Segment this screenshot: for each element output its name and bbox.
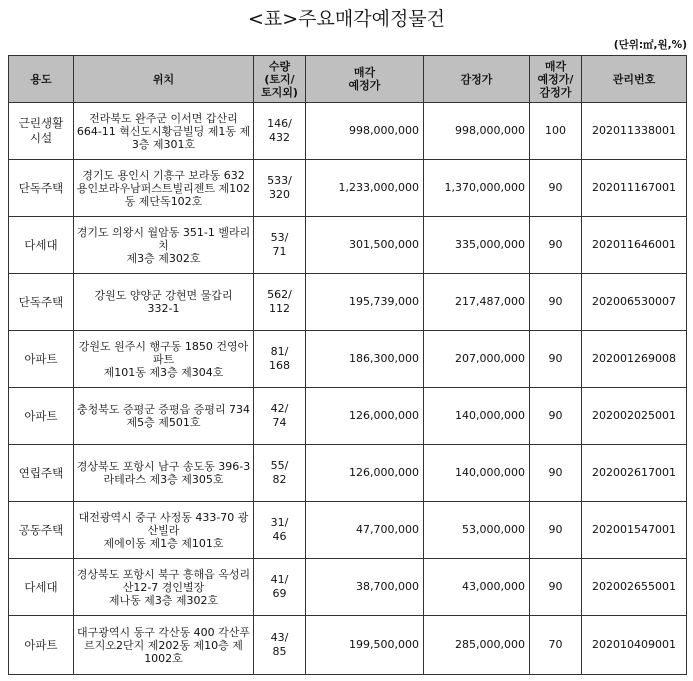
table-row	[9, 445, 687, 502]
unit-note: (단위:㎡,원,%)	[613, 39, 687, 51]
cell-ratio: 90	[530, 160, 582, 217]
table-row	[9, 274, 687, 331]
cell-mgmt-no: 202006530007	[582, 274, 687, 331]
cell-location: 대전광역시 중구 사정동 433-70 광산빌라 제에이동 제1층 제101호	[74, 502, 254, 559]
cell-use: 다세대	[9, 217, 74, 274]
header-appraisal: 감정가	[424, 56, 530, 103]
cell-ratio: 90	[530, 274, 582, 331]
cell-planned-price: 47,700,000	[306, 502, 424, 559]
cell-area: 41/ 69	[254, 559, 306, 616]
header-mgmt-no: 관리번호	[582, 56, 687, 103]
cell-appraisal: 207,000,000	[424, 331, 530, 388]
cell-area: 31/ 46	[254, 502, 306, 559]
cell-mgmt-no: 202001269008	[582, 331, 687, 388]
cell-planned-price: 195,739,000	[306, 274, 424, 331]
cell-area: 43/ 85	[254, 616, 306, 675]
header-planned-price: 매각 예정가	[306, 56, 424, 103]
cell-planned-price: 1,233,000,000	[306, 160, 424, 217]
cell-planned-price: 998,000,000	[306, 103, 424, 160]
cell-location: 강원도 원주시 행구동 1850 건영아파트 제101동 제3층 제304호	[74, 331, 254, 388]
cell-ratio: 100	[530, 103, 582, 160]
cell-area: 55/ 82	[254, 445, 306, 502]
cell-mgmt-no: 202001547001	[582, 502, 687, 559]
header-ratio: 매각 예정가/ 감정가	[530, 56, 582, 103]
cell-ratio: 90	[530, 388, 582, 445]
table-row	[9, 388, 687, 445]
cell-area: 533/ 320	[254, 160, 306, 217]
cell-appraisal: 285,000,000	[424, 616, 530, 675]
cell-ratio: 90	[530, 559, 582, 616]
property-table	[8, 55, 687, 675]
table-row	[9, 331, 687, 388]
cell-area: 562/ 112	[254, 274, 306, 331]
cell-ratio: 90	[530, 502, 582, 559]
cell-ratio: 90	[530, 445, 582, 502]
cell-planned-price: 126,000,000	[306, 445, 424, 502]
cell-use: 단독주택	[9, 274, 74, 331]
cell-mgmt-no: 202002025001	[582, 388, 687, 445]
cell-use: 아파트	[9, 331, 74, 388]
table-row	[9, 502, 687, 559]
cell-location: 경기도 용인시 기흥구 보라동 632 용인보라우남퍼스트빌리젠트 제102동 제단독102호	[74, 160, 254, 217]
cell-appraisal: 998,000,000	[424, 103, 530, 160]
cell-location: 경기도 의왕시 월암동 351-1 벨라리치 제3층 제302호	[74, 217, 254, 274]
cell-planned-price: 38,700,000	[306, 559, 424, 616]
cell-planned-price: 199,500,000	[306, 616, 424, 675]
header-location: 위치	[74, 56, 254, 103]
cell-use: 연립주택	[9, 445, 74, 502]
cell-planned-price: 126,000,000	[306, 388, 424, 445]
cell-mgmt-no: 202011167001	[582, 160, 687, 217]
header-use: 용도	[9, 56, 74, 103]
cell-appraisal: 43,000,000	[424, 559, 530, 616]
cell-planned-price: 301,500,000	[306, 217, 424, 274]
cell-ratio: 90	[530, 331, 582, 388]
cell-appraisal: 140,000,000	[424, 445, 530, 502]
cell-area: 53/ 71	[254, 217, 306, 274]
cell-appraisal: 1,370,000,000	[424, 160, 530, 217]
cell-location: 강원도 양양군 강현면 물갑리 332-1	[74, 274, 254, 331]
cell-appraisal: 53,000,000	[424, 502, 530, 559]
cell-area: 81/ 168	[254, 331, 306, 388]
cell-mgmt-no: 202011646001	[582, 217, 687, 274]
table-body	[9, 103, 687, 675]
cell-area: 146/ 432	[254, 103, 306, 160]
cell-mgmt-no: 202010409001	[582, 616, 687, 675]
cell-planned-price: 186,300,000	[306, 331, 424, 388]
cell-mgmt-no: 202002655001	[582, 559, 687, 616]
cell-appraisal: 140,000,000	[424, 388, 530, 445]
table-row	[9, 217, 687, 274]
cell-mgmt-no: 202011338001	[582, 103, 687, 160]
cell-location: 경상북도 포항시 북구 흥해읍 옥성리 산12-7 경인별장 제나동 제3층 제302호	[74, 559, 254, 616]
cell-appraisal: 217,487,000	[424, 274, 530, 331]
cell-use: 아파트	[9, 616, 74, 675]
cell-ratio: 90	[530, 217, 582, 274]
cell-location: 경상북도 포항시 남구 송도동 396-3 라테라스 제3층 제305호	[74, 445, 254, 502]
table-row	[9, 559, 687, 616]
cell-use: 단독주택	[9, 160, 74, 217]
cell-location: 전라북도 완주군 이서면 갑산리 664-11 혁신도시황금빌딩 제1동 제3층 제301호	[74, 103, 254, 160]
table-row	[9, 616, 687, 675]
cell-use: 다세대	[9, 559, 74, 616]
cell-area: 42/ 74	[254, 388, 306, 445]
cell-mgmt-no: 202002617001	[582, 445, 687, 502]
header-area: 수량 (토지/ 토지외)	[254, 56, 306, 103]
cell-appraisal: 335,000,000	[424, 217, 530, 274]
table-row	[9, 103, 687, 160]
cell-use: 근린생활 시설	[9, 103, 74, 160]
cell-use: 아파트	[9, 388, 74, 445]
cell-use: 공동주택	[9, 502, 74, 559]
document-title: <표>주요매각예정물건	[247, 8, 446, 30]
cell-location: 충청북도 증평군 증평읍 증평리 734 제5층 제501호	[74, 388, 254, 445]
header-row	[9, 56, 687, 103]
cell-location: 대구광역시 동구 각산동 400 각산푸르지오2단지 제202동 제10층 제1002호	[74, 616, 254, 675]
table-row	[9, 160, 687, 217]
cell-ratio: 70	[530, 616, 582, 675]
